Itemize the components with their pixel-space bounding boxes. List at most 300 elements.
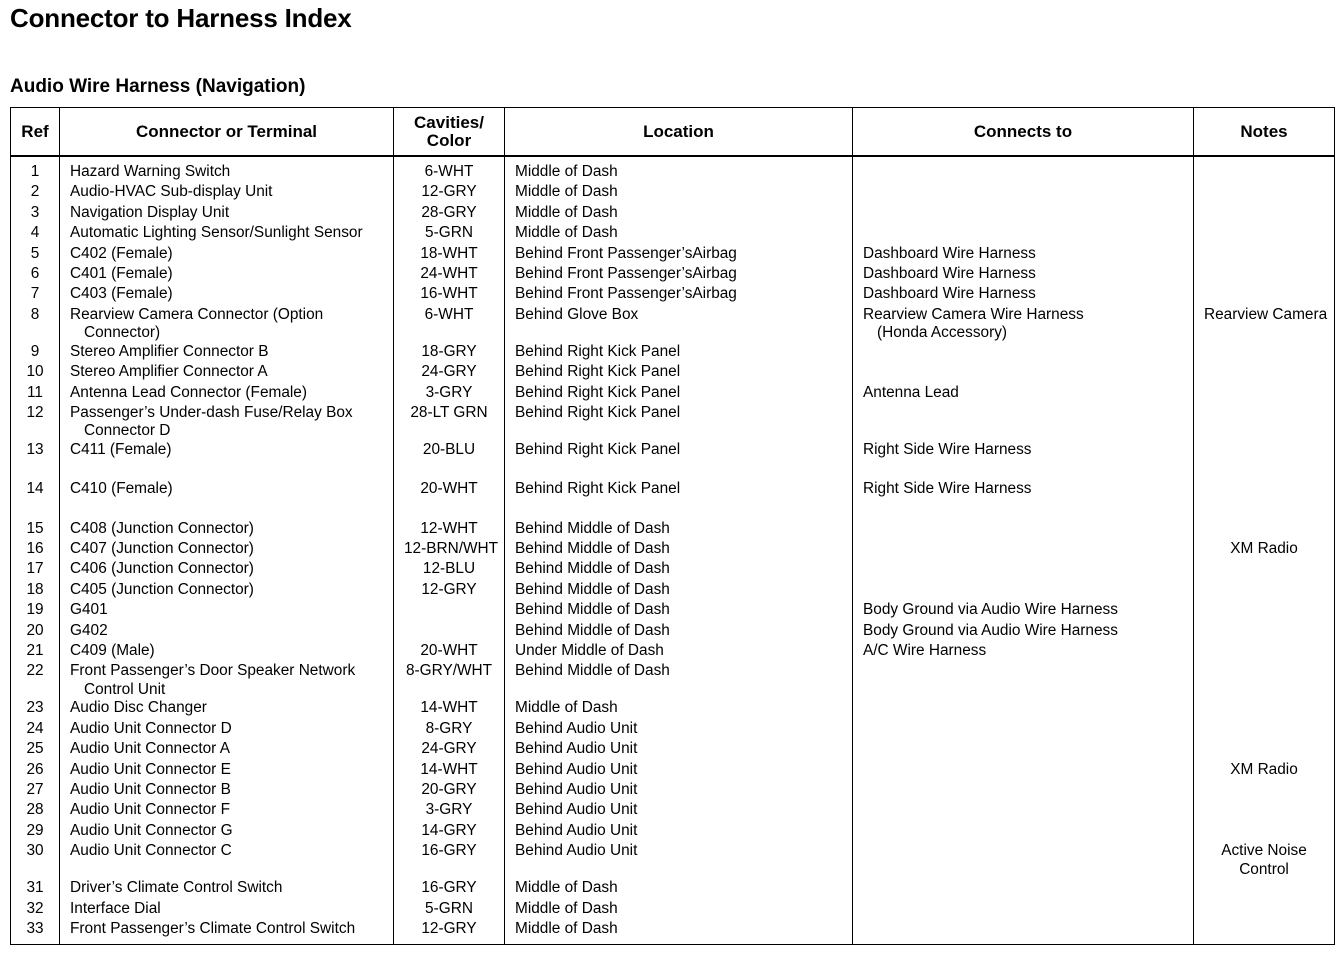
table-row	[11, 822, 1335, 842]
cell-connector-text-continued: Connector D	[84, 422, 171, 440]
cell-ref-text: 24	[26, 719, 44, 737]
table-row	[11, 761, 1335, 781]
cell-cavities	[394, 920, 505, 945]
cell-connector-text: Stereo Amplifier Connector A	[70, 363, 268, 381]
cell-connects-to	[853, 224, 1194, 244]
cell-cavities-text: 14-WHT	[420, 699, 478, 717]
table-row	[11, 363, 1335, 383]
cell-connects-to	[853, 900, 1194, 920]
cell-connector	[60, 720, 394, 740]
table-row	[11, 900, 1335, 920]
cell-connector	[60, 224, 394, 244]
cell-connects-to-text: Dashboard Wire Harness	[863, 244, 1036, 262]
cell-location	[505, 781, 853, 801]
cell-cavities	[394, 540, 505, 560]
cell-cavities-text: 5-GRN	[425, 224, 473, 242]
table-row	[11, 265, 1335, 285]
cell-location-text: Behind Audio Unit	[515, 821, 638, 839]
header-cavities-line2: Color	[426, 130, 472, 150]
cell-location	[505, 224, 853, 244]
cell-ref	[11, 156, 60, 183]
cell-connects-to	[853, 441, 1194, 461]
cell-connector-text: C407 (Junction Connector)	[70, 540, 254, 558]
cell-notes	[1194, 183, 1335, 203]
cell-connector-text: Stereo Amplifier Connector B	[70, 342, 269, 360]
cell-connects-to	[853, 480, 1194, 500]
cell-connects-to-text: Right Side Wire Harness	[863, 440, 1032, 458]
cell-location-text: Middle of Dash	[515, 163, 618, 180]
cell-ref-text: 15	[26, 519, 44, 537]
cell-ref	[11, 245, 60, 265]
cell-connector	[60, 601, 394, 621]
cell-location-text: Middle of Dash	[515, 899, 618, 917]
cell-location-text: Middle of Dash	[515, 183, 618, 201]
cell-cavities-text: 14-GRY	[421, 821, 477, 839]
cell-connects-to	[853, 204, 1194, 224]
cell-cavities	[394, 622, 505, 642]
cell-connector	[60, 520, 394, 540]
cell-cavities-text: 18-GRY	[421, 342, 477, 360]
cell-location-text: Middle of Dash	[515, 879, 618, 897]
cell-connector-text: Automatic Lighting Sensor/Sunlight Sensor	[70, 224, 363, 242]
cell-location-text: Behind Audio Unit	[515, 719, 638, 737]
cell-cavities-text: 20-WHT	[420, 480, 478, 498]
cell-location	[505, 900, 853, 920]
cell-cavities	[394, 384, 505, 404]
cell-connects-to	[853, 560, 1194, 580]
cell-cavities	[394, 662, 505, 699]
cell-connects-to	[853, 343, 1194, 363]
table-row	[11, 560, 1335, 580]
cell-notes	[1194, 306, 1335, 343]
cell-cavities	[394, 879, 505, 899]
cell-ref-text: 17	[26, 560, 44, 578]
cell-location-text: Behind Glove Box	[515, 305, 639, 323]
cell-location	[505, 404, 853, 441]
cell-connector-text: Navigation Display Unit	[70, 203, 230, 221]
cell-ref-text: 8	[30, 305, 40, 323]
cell-connects-to-text: Antenna Lead	[863, 383, 959, 401]
table-row-spacer	[11, 501, 1335, 520]
cell-ref	[11, 900, 60, 920]
cell-connector	[60, 662, 394, 699]
cell-connects-to-text: Body Ground via Audio Wire Harness	[863, 621, 1118, 639]
table-row	[11, 581, 1335, 601]
cell-connector	[60, 740, 394, 760]
cell-ref	[11, 801, 60, 821]
cell-cavities-text: 12-GRY	[421, 183, 477, 201]
cell-location	[505, 822, 853, 842]
cell-notes	[1194, 480, 1335, 500]
cell-cavities	[394, 740, 505, 760]
cell-ref-text: 11	[27, 383, 43, 401]
cell-connector	[60, 384, 394, 404]
cell-connector-text: Audio Unit Connector A	[70, 740, 230, 758]
cell-cavities	[394, 560, 505, 580]
cell-notes	[1194, 740, 1335, 760]
cell-notes	[1194, 265, 1335, 285]
cell-cavities-text: 24-WHT	[420, 264, 478, 282]
cell-cavities	[394, 224, 505, 244]
cell-cavities	[394, 183, 505, 203]
cell-connects-to	[853, 822, 1194, 842]
cell-cavities-text: 12-GRY	[421, 580, 477, 598]
cell-notes	[1194, 156, 1335, 183]
cell-cavities-text: 28-LT GRN	[410, 403, 488, 421]
cell-cavities	[394, 265, 505, 285]
table-row	[11, 224, 1335, 244]
cell-location-text: Behind Audio Unit	[515, 740, 638, 758]
cell-location-text: Behind Right Kick Panel	[515, 480, 681, 498]
cell-connector	[60, 581, 394, 601]
cell-connector-text: C403 (Female)	[70, 285, 173, 303]
cell-location	[505, 761, 853, 781]
cell-ref-text: 10	[26, 363, 44, 381]
cell-connector	[60, 404, 394, 441]
cell-connector	[60, 801, 394, 821]
cell-ref	[11, 540, 60, 560]
cell-notes-text: XM Radio	[1230, 760, 1298, 778]
table-row	[11, 842, 1335, 879]
cell-cavities-text: 24-GRY	[421, 740, 477, 758]
cell-location-text: Behind Audio Unit	[515, 760, 638, 778]
cell-ref	[11, 699, 60, 719]
cell-ref-text: 23	[26, 699, 44, 717]
cell-notes	[1194, 285, 1335, 305]
cell-location	[505, 801, 853, 821]
cell-location	[505, 520, 853, 540]
cell-notes	[1194, 699, 1335, 719]
cell-ref	[11, 480, 60, 500]
cell-cavities-text: 6-WHT	[424, 163, 474, 180]
table-row	[11, 285, 1335, 305]
cell-notes	[1194, 761, 1335, 781]
cell-location-text: Behind Middle of Dash	[515, 601, 670, 619]
cell-connector-text: Audio Unit Connector E	[70, 760, 231, 778]
cell-location-text: Behind Middle of Dash	[515, 519, 670, 537]
cell-ref	[11, 720, 60, 740]
cell-ref-text: 2	[30, 183, 40, 201]
cell-ref-text: 4	[30, 224, 40, 242]
cell-connector-text: Audio Unit Connector C	[70, 842, 232, 860]
cell-cavities-text: 6-WHT	[424, 305, 474, 323]
cell-connects-to	[853, 920, 1194, 945]
table-row	[11, 156, 1335, 183]
cell-notes	[1194, 204, 1335, 224]
cell-cavities-text: 12-GRY	[421, 919, 477, 937]
table-row	[11, 740, 1335, 760]
cell-ref-text: 20	[26, 621, 44, 639]
cell-cavities	[394, 781, 505, 801]
cell-connector	[60, 842, 394, 879]
cell-ref	[11, 204, 60, 224]
cell-connector	[60, 363, 394, 383]
cell-connects-to	[853, 699, 1194, 719]
cell-connects-to-text-continued: (Honda Accessory)	[877, 324, 1008, 342]
header-location: Location	[505, 108, 853, 157]
spacer-cell	[60, 461, 394, 480]
cell-notes-text: Active Noise	[1221, 842, 1307, 860]
cell-connector-text: C405 (Junction Connector)	[70, 580, 254, 598]
cell-connector-text: C410 (Female)	[70, 480, 173, 498]
cell-connector	[60, 441, 394, 461]
cell-notes-text: Rearview Camera	[1204, 305, 1328, 323]
cell-connector	[60, 156, 394, 183]
cell-location	[505, 156, 853, 183]
header-cavities-line1: Cavities/	[414, 112, 484, 132]
cell-location-text: Middle of Dash	[515, 203, 618, 221]
cell-ref	[11, 601, 60, 621]
cell-connects-to-text: Rearview Camera Wire Harness	[863, 305, 1084, 323]
cell-cavities	[394, 441, 505, 461]
cell-connector	[60, 822, 394, 842]
cell-cavities	[394, 480, 505, 500]
cell-notes	[1194, 520, 1335, 540]
cell-notes	[1194, 404, 1335, 441]
cell-cavities	[394, 520, 505, 540]
cell-cavities	[394, 720, 505, 740]
cell-connector	[60, 699, 394, 719]
cell-cavities	[394, 801, 505, 821]
cell-cavities-text: 20-GRY	[421, 780, 477, 798]
cell-location	[505, 740, 853, 760]
cell-connector	[60, 306, 394, 343]
cell-notes	[1194, 822, 1335, 842]
cell-location-text: Behind Middle of Dash	[515, 580, 670, 598]
cell-connects-to	[853, 622, 1194, 642]
cell-ref-text: 6	[30, 264, 40, 282]
cell-ref	[11, 822, 60, 842]
cell-cavities-text: 5-GRN	[425, 899, 473, 917]
cell-connector	[60, 285, 394, 305]
cell-connector-text: Audio-HVAC Sub-display Unit	[70, 183, 273, 201]
cell-connects-to	[853, 265, 1194, 285]
cell-location	[505, 285, 853, 305]
table-header-row	[11, 108, 1335, 157]
cell-location	[505, 622, 853, 642]
cell-cavities	[394, 343, 505, 363]
cell-cavities	[394, 761, 505, 781]
table-row	[11, 540, 1335, 560]
cell-cavities-text: 20-WHT	[420, 642, 478, 660]
cell-connects-to	[853, 520, 1194, 540]
cell-connector-text: C409 (Male)	[70, 642, 155, 660]
cell-connector-text: C406 (Junction Connector)	[70, 560, 254, 578]
cell-connector	[60, 480, 394, 500]
cell-notes	[1194, 662, 1335, 699]
cell-connector	[60, 900, 394, 920]
cell-notes-text: XM Radio	[1230, 540, 1298, 558]
spacer-cell	[60, 501, 394, 520]
cell-connector-text: Audio Unit Connector B	[70, 780, 231, 798]
cell-location-text: Behind Front Passenger’sAirbag	[515, 264, 737, 282]
cell-ref	[11, 622, 60, 642]
table-row	[11, 441, 1335, 461]
cell-location	[505, 183, 853, 203]
cell-ref	[11, 265, 60, 285]
cell-connects-to-text: A/C Wire Harness	[863, 642, 987, 660]
cell-location	[505, 879, 853, 899]
spacer-cell	[11, 501, 60, 520]
cell-location-text: Behind Right Kick Panel	[515, 342, 681, 360]
cell-connects-to	[853, 662, 1194, 699]
cell-connector	[60, 540, 394, 560]
cell-ref	[11, 224, 60, 244]
cell-notes	[1194, 720, 1335, 740]
cell-ref	[11, 285, 60, 305]
cell-cavities-text: 3-GRY	[425, 801, 473, 819]
cell-notes	[1194, 900, 1335, 920]
cell-connector-text: Hazard Warning Switch	[70, 163, 231, 180]
cell-connects-to	[853, 306, 1194, 343]
cell-connects-to-text: Right Side Wire Harness	[863, 480, 1032, 498]
cell-ref	[11, 343, 60, 363]
table-row	[11, 404, 1335, 441]
cell-connects-to	[853, 384, 1194, 404]
cell-location-text: Middle of Dash	[515, 919, 618, 937]
cell-ref-text: 14	[26, 480, 44, 498]
cell-connects-to	[853, 285, 1194, 305]
cell-location	[505, 581, 853, 601]
table-row	[11, 183, 1335, 203]
cell-location	[505, 306, 853, 343]
cell-location-text: Behind Front Passenger’sAirbag	[515, 285, 737, 303]
cell-cavities	[394, 285, 505, 305]
cell-cavities	[394, 822, 505, 842]
cell-ref-text: 3	[30, 203, 40, 221]
spacer-cell	[394, 461, 505, 480]
cell-ref-text: 30	[26, 842, 44, 860]
cell-cavities-text: 18-WHT	[420, 244, 478, 262]
spacer-cell	[1194, 501, 1335, 520]
table-row	[11, 720, 1335, 740]
cell-notes	[1194, 801, 1335, 821]
cell-ref	[11, 842, 60, 879]
spacer-cell	[505, 501, 853, 520]
cell-connector-text: Interface Dial	[70, 899, 161, 917]
cell-location-text: Behind Right Kick Panel	[515, 383, 681, 401]
cell-location-text: Behind Right Kick Panel	[515, 363, 681, 381]
cell-connects-to	[853, 761, 1194, 781]
section-title: Audio Wire Harness (Navigation)	[10, 76, 306, 97]
cell-connector	[60, 879, 394, 899]
cell-cavities-text: 20-BLU	[422, 440, 476, 458]
cell-connector	[60, 622, 394, 642]
table-row	[11, 245, 1335, 265]
cell-cavities	[394, 306, 505, 343]
cell-location	[505, 720, 853, 740]
cell-connects-to	[853, 842, 1194, 879]
cell-notes	[1194, 363, 1335, 383]
cell-ref	[11, 441, 60, 461]
table-row	[11, 520, 1335, 540]
table-row	[11, 801, 1335, 821]
cell-connector	[60, 204, 394, 224]
cell-ref	[11, 761, 60, 781]
cell-notes	[1194, 622, 1335, 642]
cell-ref	[11, 879, 60, 899]
cell-location	[505, 265, 853, 285]
cell-cavities	[394, 842, 505, 879]
cell-location	[505, 363, 853, 383]
cell-connector-text: G402	[70, 621, 108, 639]
cell-cavities-text: 28-GRY	[421, 203, 477, 221]
cell-connector	[60, 265, 394, 285]
cell-connects-to	[853, 183, 1194, 203]
cell-connector	[60, 761, 394, 781]
cell-connector-text: Audio Unit Connector F	[70, 801, 230, 819]
cell-ref-text: 5	[30, 244, 40, 262]
cell-connects-to-text: Body Ground via Audio Wire Harness	[863, 601, 1118, 619]
connector-index-table	[10, 107, 1335, 945]
cell-ref-text: 18	[26, 580, 44, 598]
cell-connects-to	[853, 740, 1194, 760]
cell-ref-text: 28	[26, 801, 44, 819]
cell-connector-text: Audio Unit Connector G	[70, 821, 233, 839]
spacer-cell	[1194, 461, 1335, 480]
cell-ref-text: 22	[26, 662, 44, 680]
cell-connector-text: C402 (Female)	[70, 244, 173, 262]
cell-cavities-text: 16-WHT	[420, 285, 478, 303]
cell-notes	[1194, 343, 1335, 363]
cell-connector-text: C411 (Female)	[70, 440, 172, 458]
cell-ref	[11, 920, 60, 945]
cell-ref-text: 7	[30, 285, 40, 303]
cell-location-text: Under Middle of Dash	[515, 642, 664, 660]
page-title: Connector to Harness Index	[10, 3, 352, 33]
cell-cavities-text: 16-GRY	[421, 842, 477, 860]
cell-cavities	[394, 581, 505, 601]
cell-cavities	[394, 699, 505, 719]
cell-location	[505, 540, 853, 560]
cell-connector-text: Front Passenger’s Climate Control Switch	[70, 919, 356, 937]
cell-ref-text: 19	[26, 601, 44, 619]
cell-location-text: Behind Right Kick Panel	[515, 403, 681, 421]
cell-location-text: Behind Audio Unit	[515, 780, 638, 798]
cell-ref	[11, 363, 60, 383]
cell-ref	[11, 581, 60, 601]
cell-ref-text: 12	[26, 403, 44, 421]
cell-location	[505, 662, 853, 699]
cell-ref-text: 26	[26, 760, 44, 778]
cell-location-text: Middle of Dash	[515, 699, 618, 717]
cell-location	[505, 560, 853, 580]
cell-connects-to	[853, 540, 1194, 560]
cell-location	[505, 441, 853, 461]
cell-cavities-text: 12-BLU	[422, 560, 476, 578]
cell-connects-to	[853, 781, 1194, 801]
header-connector: Connector or Terminal	[60, 108, 394, 157]
cell-location-text: Middle of Dash	[515, 224, 618, 242]
cell-notes	[1194, 540, 1335, 560]
cell-ref	[11, 662, 60, 699]
cell-connects-to	[853, 404, 1194, 441]
cell-connects-to	[853, 801, 1194, 821]
cell-ref-text: 13	[26, 440, 44, 458]
cell-location	[505, 920, 853, 945]
table-row	[11, 879, 1335, 899]
cell-cavities-text: 16-GRY	[421, 879, 477, 897]
cell-connector-text-continued: Control Unit	[84, 680, 166, 698]
cell-location-text: Behind Audio Unit	[515, 801, 638, 819]
cell-notes	[1194, 245, 1335, 265]
cell-notes	[1194, 920, 1335, 945]
cell-connects-to	[853, 245, 1194, 265]
cell-connector-text-continued: Connector)	[84, 324, 161, 342]
table-row	[11, 306, 1335, 343]
table-row	[11, 384, 1335, 404]
cell-cavities	[394, 204, 505, 224]
